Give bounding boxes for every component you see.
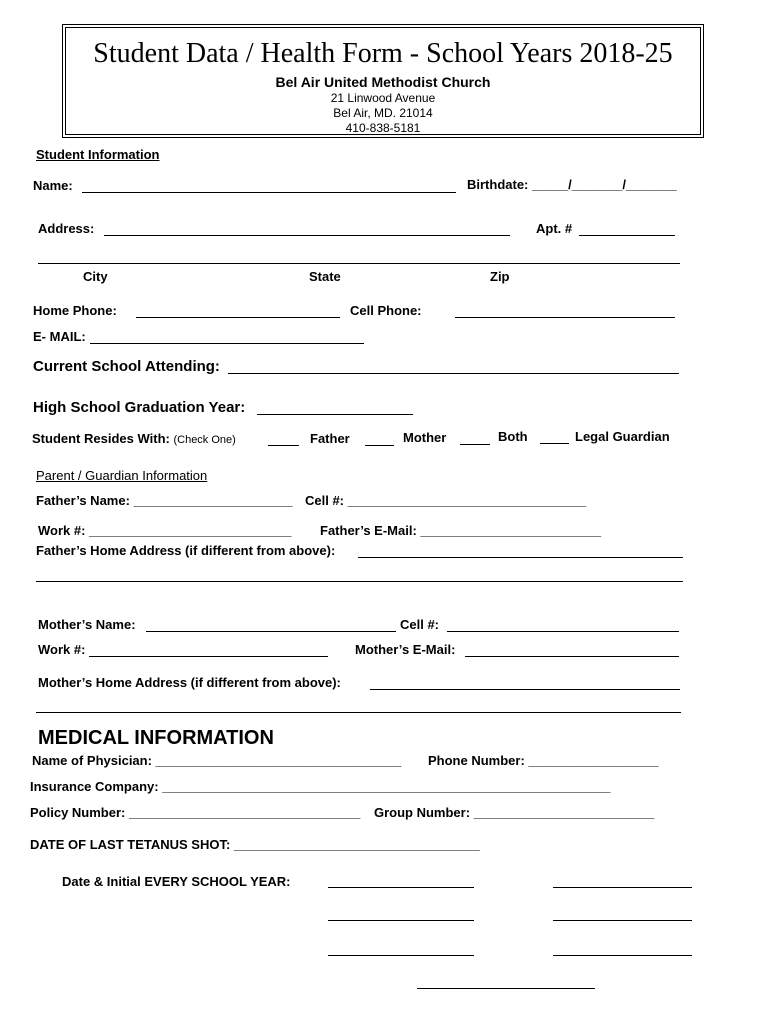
apt-label: Apt. # — [536, 221, 573, 236]
check-one-hint: (Check One) — [173, 434, 236, 446]
mother-name-field[interactable] — [146, 631, 396, 632]
father-home-field-line2[interactable] — [36, 581, 683, 582]
medical-section-title: MEDICAL INFORMATION — [38, 727, 274, 749]
mother-work-field[interactable] — [89, 656, 328, 657]
father-home-field[interactable] — [358, 557, 683, 558]
cell-phone-field[interactable] — [455, 317, 675, 318]
form-header — [62, 24, 704, 138]
tetanus-field[interactable]: DATE OF LAST TETANUS SHOT: __________________________________ — [30, 837, 480, 852]
state-label: State — [309, 269, 341, 284]
father-name-field[interactable]: Father’s Name: ______________________ — [36, 493, 293, 508]
home-phone-label: Home Phone: — [33, 303, 117, 318]
group-field[interactable]: Group Number: _________________________ — [374, 805, 655, 820]
physician-field[interactable]: Name of Physician: __________________________________ — [32, 753, 402, 768]
father-email-field[interactable]: Father’s E-Mail: _________________________ — [320, 523, 602, 538]
mother-checkbox[interactable] — [365, 445, 394, 446]
father-checkbox[interactable] — [268, 445, 299, 446]
initials-field-4[interactable] — [553, 920, 692, 921]
apt-field[interactable] — [579, 235, 675, 236]
church-city: Bel Air, MD. 21014 — [333, 106, 433, 120]
address-field[interactable] — [104, 235, 510, 236]
father-home-label: Father’s Home Address (if different from above): — [36, 543, 336, 558]
home-phone-field[interactable] — [136, 317, 340, 318]
initials-field-5[interactable] — [328, 955, 474, 956]
insurance-field[interactable]: Insurance Company: ______________________________________________________________ — [30, 779, 611, 794]
student-section-title: Student Information — [36, 147, 160, 162]
zip-label: Zip — [490, 269, 510, 284]
guardian-checkbox[interactable] — [540, 443, 569, 444]
form-title: Student Data / Health Form - School Years 2018-25 — [93, 38, 673, 69]
initials-field-3[interactable] — [328, 920, 474, 921]
guardian-option-label: Legal Guardian — [575, 429, 670, 444]
birthdate-label: Birthdate: _____/_______/_______ — [467, 177, 677, 192]
grad-year-label: High School Graduation Year: — [33, 399, 246, 416]
initials-field-2[interactable] — [553, 887, 692, 888]
parent-section-title: Parent / Guardian Information — [36, 468, 208, 483]
cell-phone-label: Cell Phone: — [350, 303, 422, 318]
current-school-label: Current School Attending: — [33, 358, 220, 375]
name-label: Name: — [33, 178, 73, 193]
mother-option-label: Mother — [403, 430, 447, 445]
both-checkbox[interactable] — [460, 444, 490, 445]
father-option-label: Father — [310, 431, 350, 446]
initials-field-1[interactable] — [328, 887, 474, 888]
father-cell-field[interactable]: Cell #: _________________________________ — [305, 493, 587, 508]
mother-work-label: Work #: — [38, 642, 86, 657]
initials-label: Date & Initial EVERY SCHOOL YEAR: — [62, 874, 291, 889]
current-school-field[interactable] — [228, 373, 679, 374]
both-option-label: Both — [498, 429, 528, 444]
physician-phone-field[interactable]: Phone Number: __________________ — [428, 753, 659, 768]
mother-name-label: Mother’s Name: — [38, 617, 136, 632]
name-field[interactable] — [82, 192, 456, 193]
church-name: Bel Air United Methodist Church — [275, 74, 491, 90]
email-label: E- MAIL: — [33, 329, 86, 344]
mother-home-field-line2[interactable] — [36, 712, 681, 713]
mother-cell-label: Cell #: — [400, 617, 440, 632]
mother-home-field[interactable] — [370, 689, 680, 690]
address-label: Address: — [38, 221, 95, 236]
mother-email-label: Mother’s E-Mail: — [355, 642, 456, 657]
resides-with-label: Student Resides With: (Check One) — [32, 431, 236, 446]
policy-field[interactable]: Policy Number: ________________________________ — [30, 805, 361, 820]
mother-cell-field[interactable] — [447, 631, 679, 632]
initials-field-6[interactable] — [553, 955, 692, 956]
church-phone: 410-838-5181 — [345, 121, 421, 135]
grad-year-field[interactable] — [257, 414, 413, 415]
city-state-zip-field[interactable] — [38, 263, 680, 264]
church-street: 21 Linwood Avenue — [330, 91, 436, 105]
father-work-field[interactable]: Work #: ____________________________ — [38, 523, 292, 538]
initials-field-7[interactable] — [417, 988, 595, 989]
city-label: City — [83, 269, 108, 284]
mother-home-label: Mother’s Home Address (if different from above): — [38, 675, 341, 690]
email-field[interactable] — [90, 343, 364, 344]
mother-email-field[interactable] — [465, 656, 679, 657]
